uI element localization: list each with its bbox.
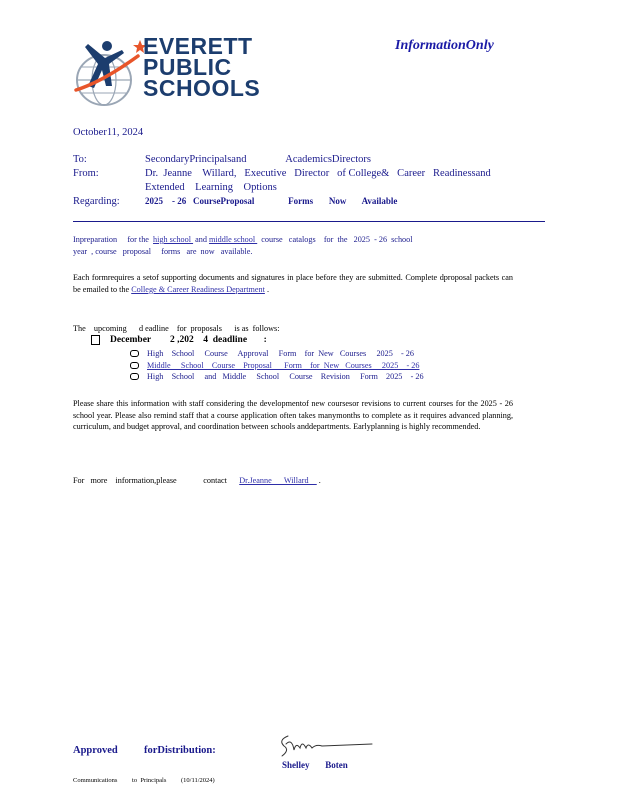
list-item <box>130 360 424 372</box>
regarding-value: 2025 - 26 CourseProposal Forms Now Available <box>145 196 398 206</box>
logo-line-1: EVERETT <box>143 33 253 59</box>
intro-text-mid: and <box>193 235 209 244</box>
intro-text-end: course catalogs for the 2025 - 26 school <box>257 235 413 244</box>
to-label: To: <box>73 154 87 165</box>
memo-date: October11, 2024 <box>73 127 144 138</box>
intro-text-start: Inpreparation for the <box>73 235 154 244</box>
circle-bullet-icon <box>130 362 139 369</box>
circle-bullet-icon <box>130 373 139 380</box>
list-item <box>130 371 424 383</box>
to-value: SecondaryPrincipalsand AcademicsDirectors <box>145 154 371 165</box>
logo-wordmark <box>143 33 261 101</box>
form-middle-school-proposal-link[interactable]: Middle School Course Proposal Form for New Courses 2025 - 26 <box>147 360 420 370</box>
college-career-readiness-link[interactable]: College & Career Readiness Department <box>131 284 265 294</box>
logo-line-2: PUBLIC <box>143 54 232 80</box>
from-label: From: <box>73 168 99 179</box>
deadline-text: December 2 ,202 4 deadline : <box>110 335 267 346</box>
footer-note: Communications to Principals (10/11/2024) <box>73 777 215 784</box>
paragraph-intro <box>73 234 513 257</box>
contact-text: For more information,please contact <box>73 476 240 485</box>
form-list <box>130 348 424 383</box>
form-high-school-approval: High School Course Approval Form for New Courses 2025 - 26 <box>147 349 414 358</box>
paragraph-share-information: Please share this information with staff considering the developmentof new coursesor revisions to current courses for the 2025 - 26 school year. Please also remind staff that a course application often takes manymonths to complete as it requires advanced planning, curriculum, and budget approval, and coordination between schools anddepartments. Earlyplanning is highly recommended. <box>73 399 513 431</box>
contact-text-end: . <box>316 476 321 485</box>
signer-name: Shelley Boten <box>282 760 348 770</box>
handwritten-signature <box>276 730 376 760</box>
logo-line-3: SCHOOLS <box>143 75 261 101</box>
square-bullet-icon <box>91 335 100 345</box>
middle-school-link[interactable]: middle school <box>208 235 258 244</box>
intro-text-line2: year , course proposal forms are now available. <box>73 246 253 256</box>
high-school-link[interactable]: high school <box>153 235 194 244</box>
regarding-label: Regarding: <box>73 196 120 207</box>
header-divider <box>73 221 545 222</box>
paragraph-deadline-intro: The upcoming d eadline for proposals is as follows: <box>73 324 280 333</box>
from-value: Dr. Jeanne Willard, Executive Director of College& Career Readinessand <box>145 168 491 179</box>
paragraph-contact <box>73 475 513 487</box>
paragraph-submission <box>73 272 513 295</box>
information-only-label: InformationOnly <box>395 38 494 53</box>
approved-for-distribution-label: Approved forDistribution: <box>73 745 216 756</box>
circle-bullet-icon <box>130 350 139 357</box>
from-value-line2: Extended Learning Options <box>145 182 277 193</box>
list-item <box>130 348 424 360</box>
submission-text: Each formrequires a setof supporting documents and signatures in place before they are submitted. Complete dproposal packets can be emailed to the <box>73 273 513 294</box>
form-revision: High School and Middle School Course Revision Form 2025 - 26 <box>147 372 424 381</box>
submission-text-end: . <box>264 284 269 294</box>
deadline-bullet <box>91 335 267 345</box>
contact-willard-link[interactable]: Dr.Jeanne Willard <box>239 476 317 485</box>
